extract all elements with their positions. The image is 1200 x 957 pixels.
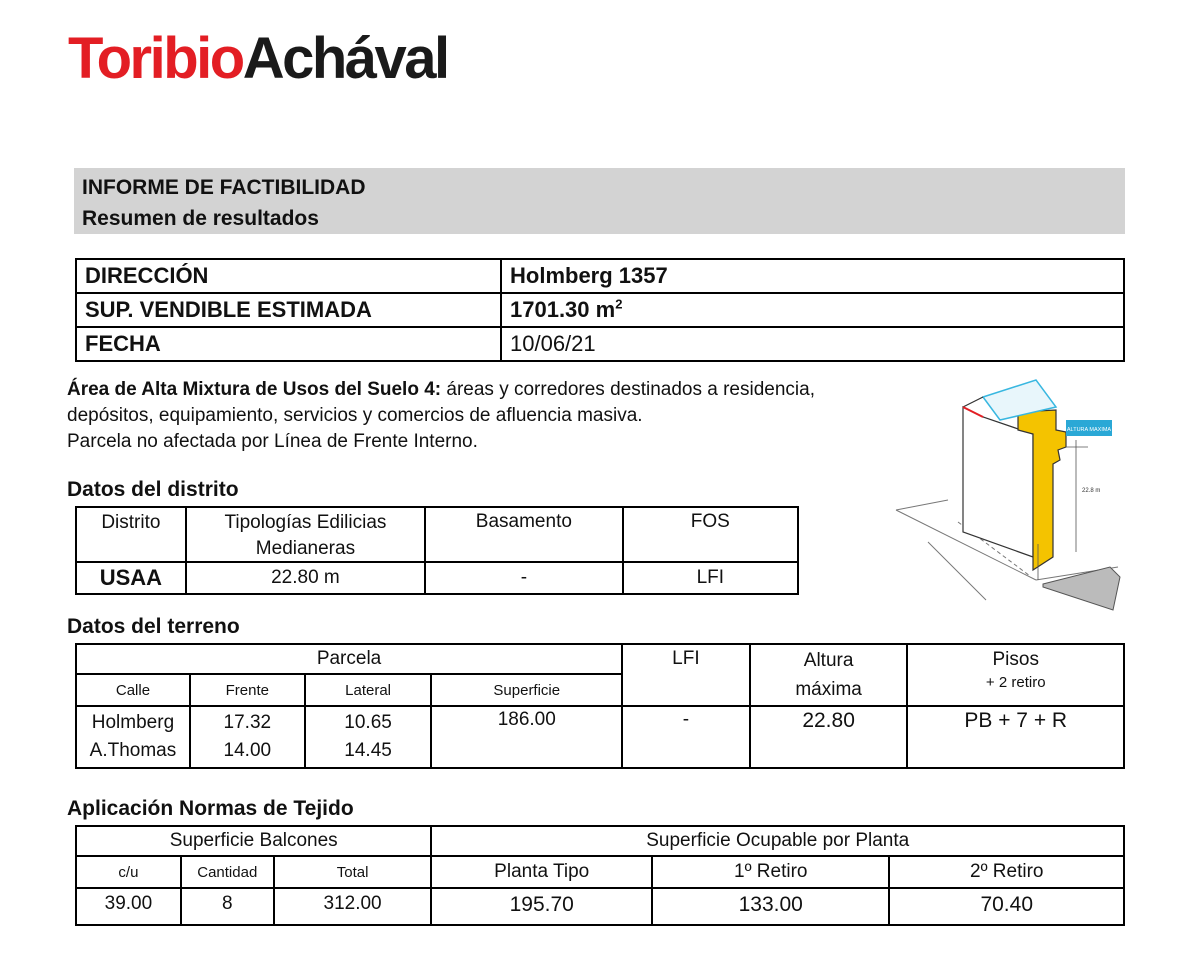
zone-name: Área de Alta Mixtura de Usos del Suelo 4: [67, 379, 442, 400]
summary-table [75, 258, 1125, 362]
terreno-heading: Datos del terreno [67, 615, 240, 638]
lfi-value: - [622, 706, 750, 768]
sub-medianeras: Medianeras [186, 537, 425, 562]
report-title: INFORME DE FACTIBILIDAD [82, 176, 366, 199]
val-total: 312.00 [274, 888, 432, 925]
pisos-value: PB + 7 + R [907, 706, 1124, 768]
sup-label: SUP. VENDIBLE ESTIMADA [76, 293, 501, 327]
height-label: 22.8 m [1082, 488, 1101, 494]
col-retiro1: 1º Retiro [652, 856, 890, 888]
col-total: Total [274, 856, 432, 888]
tejido-table [75, 825, 1125, 926]
ocupable-header: Superficie Ocupable por Planta [431, 826, 1124, 856]
frente-2: 14.00 [223, 740, 272, 761]
balcones-header: Superficie Balcones [76, 826, 431, 856]
report-header [74, 168, 1125, 234]
col-cu: c/u [76, 856, 181, 888]
val-retiro2: 70.40 [889, 888, 1124, 925]
col-fos: FOS [623, 507, 798, 562]
col-distrito-blank [76, 537, 186, 562]
fecha-label: FECHA [76, 327, 501, 361]
distrito-table [75, 506, 799, 595]
report-subtitle: Resumen de resultados [82, 207, 319, 230]
col-retiro2: 2º Retiro [889, 856, 1124, 888]
company-logo [68, 26, 448, 91]
col-distrito: Distrito [76, 507, 186, 537]
sup-cell [501, 293, 1124, 327]
lfi-note: Parcela no afectada por Línea de Frente Interno. [67, 431, 478, 452]
direccion-value: Holmberg 1357 [501, 259, 1124, 293]
col-lateral: Lateral [305, 674, 432, 706]
distrito-heading: Datos del distrito [67, 478, 239, 501]
zone-text: áreas y corredores destinados a residencia, depósitos, equipamiento, servicios y comercios de afluencia masiva. [67, 379, 815, 426]
col-frente: Frente [190, 674, 305, 706]
sup-exponent: 2 [615, 296, 623, 312]
altura-tag: ALTURA MAXIMA [1066, 427, 1112, 433]
superficie-value: 186.00 [431, 706, 622, 768]
val-planta-tipo: 195.70 [431, 888, 652, 925]
fecha-value: 10/06/21 [501, 327, 1124, 361]
col-basamento: Basamento [425, 507, 623, 562]
val-tipologias: 22.80 m [186, 562, 425, 594]
frente-1: 17.32 [223, 712, 272, 733]
col-superficie: Superficie [431, 674, 622, 706]
calle-1: Holmberg [91, 712, 175, 733]
val-cantidad: 8 [181, 888, 274, 925]
val-retiro1: 133.00 [652, 888, 890, 925]
col-planta-tipo: Planta Tipo [431, 856, 652, 888]
tejido-heading: Aplicación Normas de Tejido [67, 797, 354, 820]
val-fos: LFI [623, 562, 798, 594]
pisos-header: Pisos [907, 644, 1124, 674]
sup-value: 1701.30 m [510, 297, 616, 322]
col-cantidad: Cantidad [181, 856, 274, 888]
lateral-1: 10.65 [344, 712, 392, 733]
frente-values [190, 706, 305, 768]
val-distrito: USAA [76, 562, 186, 594]
logo-part1: Toribio [68, 26, 243, 91]
altura-line1: Altura [803, 650, 854, 671]
lateral-values [305, 706, 432, 768]
parcela-header: Parcela [76, 644, 622, 674]
altura-line2: máxima [795, 679, 862, 700]
direccion-label: DIRECCIÓN [76, 259, 501, 293]
building-diagram [888, 372, 1128, 617]
calle-values [76, 706, 190, 768]
val-basamento: - [425, 562, 623, 594]
col-calle: Calle [76, 674, 190, 706]
col-tipologias: Tipologías Edilicias [186, 507, 425, 537]
altura-value: 22.80 [750, 706, 908, 768]
lateral-2: 14.45 [344, 740, 392, 761]
lfi-header: LFI [622, 644, 750, 706]
pisos-sub: + 2 retiro [907, 674, 1124, 706]
calle-2: A.Thomas [89, 740, 177, 761]
sidewalk-shape [1043, 567, 1120, 610]
logo-part2: Achával [242, 26, 448, 91]
altura-header [750, 644, 908, 706]
zone-description [67, 377, 887, 455]
val-cu: 39.00 [76, 888, 181, 925]
terreno-table [75, 643, 1125, 769]
